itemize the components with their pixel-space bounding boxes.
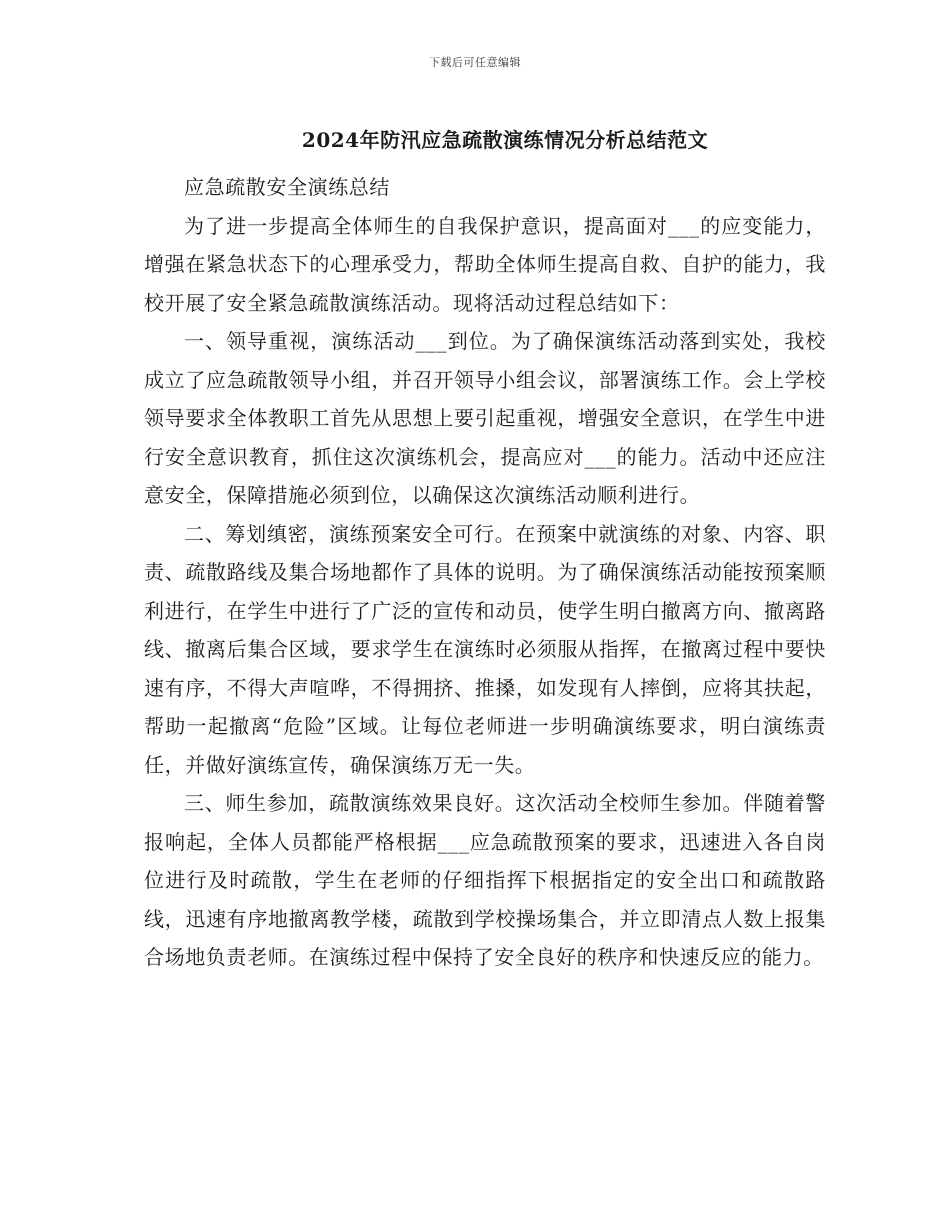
paragraph-subtitle: 应急疏散安全演练总结 — [184, 175, 390, 199]
document-body — [144, 168, 826, 977]
page-header-note: 下载后可任意编辑 — [429, 56, 521, 69]
paragraph-intro: 为了进一步提高全体师生的自我保护意识，提高面对___的应变能力，增强在紧急状态下的心理承受力，帮助全体师生提高自救、自护的能力，我校开展了安全紧急疏散演练活动。现将活动过程总结如下： — [144, 213, 826, 315]
paragraph-section-2: 二、筹划缜密，演练预案安全可行。在预案中就演练的对象、内容、职责、疏散路线及集合场地都作了具体的说明。为了确保演练活动能按预案顺利进行，在学生中进行了广泛的宣传和动员，使学生明白撤离方向、撤离路线、撤离后集合区域，要求学生在演练时必须服从指挥，在撤离过程中要快速有序，不得大声喧哗，不得拥挤、推搡，如发现有人摔倒，应将其扶起，帮助一起撤离“危险”区域。让每位老师进一步明确演练要求，明白演练责任，并做好演练宣传，确保演练万无一失。 — [144, 521, 826, 777]
paragraph-section-1: 一、领导重视，演练活动___到位。为了确保演练活动落到实处，我校成立了应急疏散领导小组，并召开领导小组会议，部署演练工作。会上学校领导要求全体教职工首先从思想上要引起重视，增强安全意识，在学生中进行安全意识教育，抓住这次演练机会，提高应对___的能力。活动中还应注意安全，保障措施必须到位，以确保这次演练活动顺利进行。 — [144, 329, 826, 507]
document-title: 2024年防汛应急疏散演练情况分析总结范文 — [301, 128, 709, 152]
paragraph-section-3: 三、师生参加，疏散演练效果良好。这次活动全校师生参加。伴随着警报响起，全体人员都能严格根据___应急疏散预案的要求，迅速进入各自岗位进行及时疏散，学生在老师的仔细指挥下根据指定的安全出口和疏散路线，迅速有序地撤离教学楼，疏散到学校操场集合，并立即清点人数上报集合场地负责老师。在演练过程中保持了安全良好的秩序和快速反应的能力。 — [144, 791, 826, 969]
